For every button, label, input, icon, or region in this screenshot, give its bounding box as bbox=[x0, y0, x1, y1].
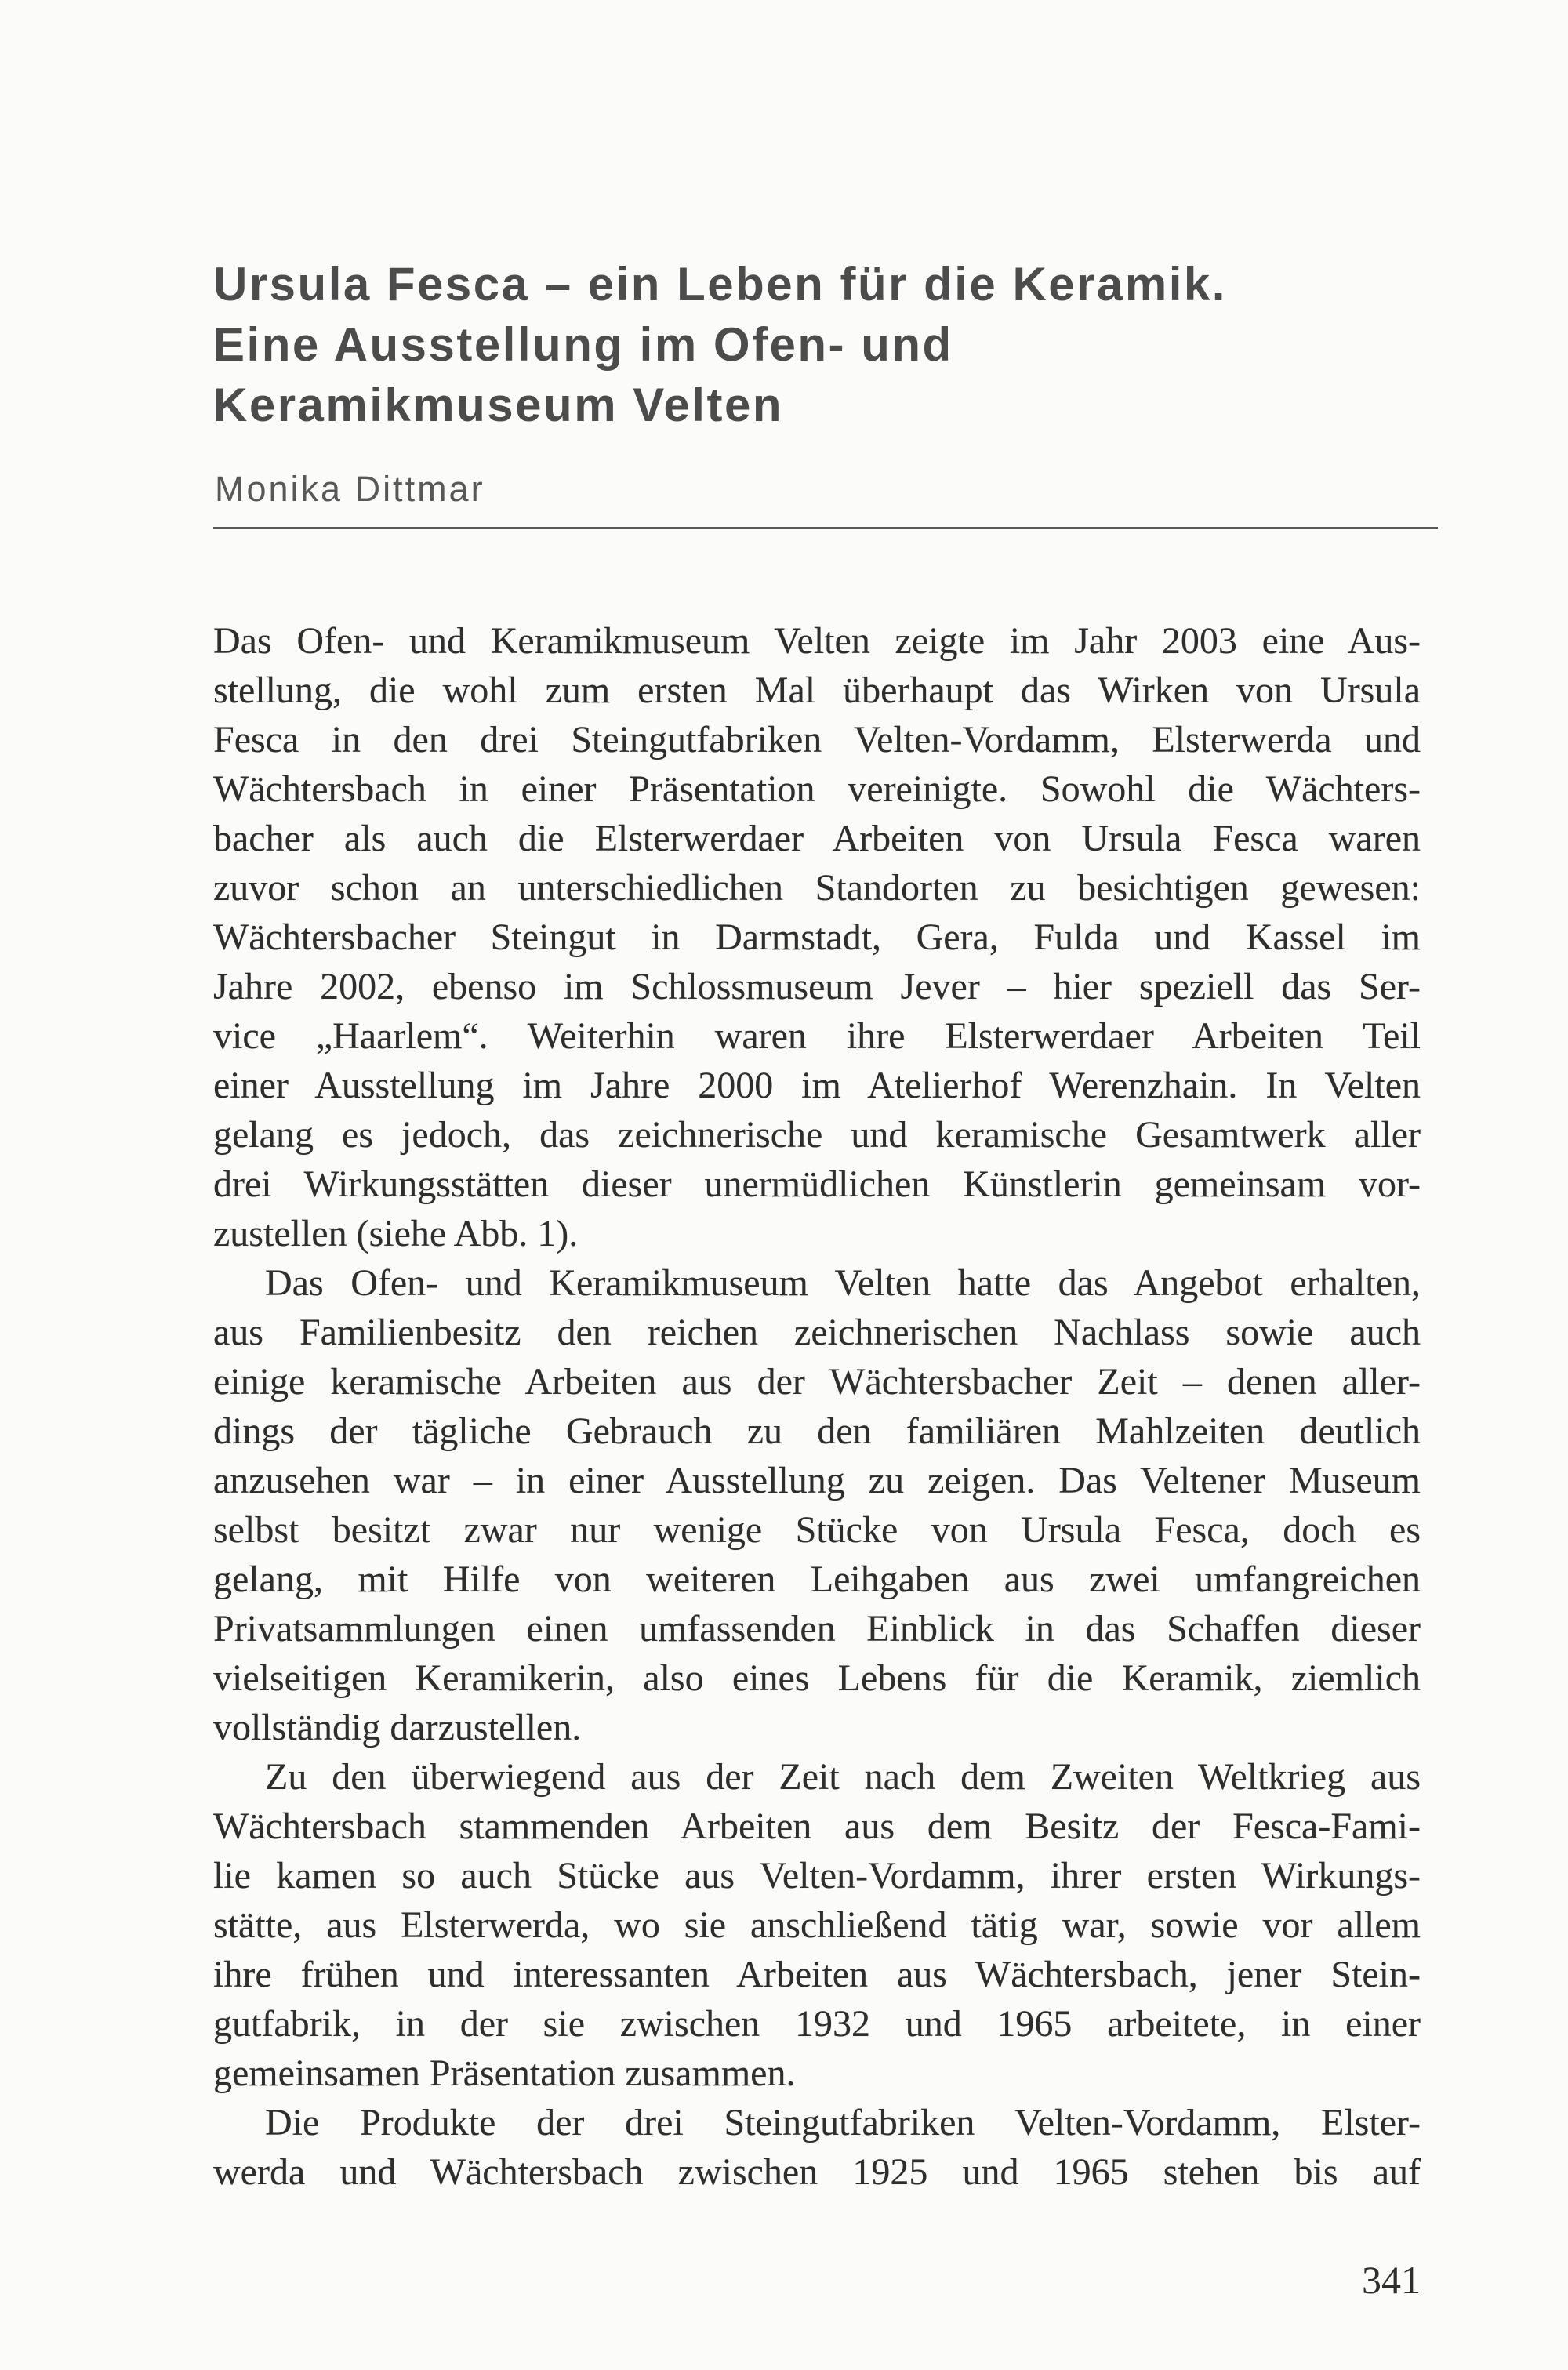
text-line: einige keramische Arbeiten aus der Wächtersbacher Zeit – denen aller- bbox=[213, 1361, 1421, 1403]
page-number: 341 bbox=[1362, 2258, 1421, 2302]
text-line: Jahre 2002, ebenso im Schlossmuseum Jever – hier speziell das Ser- bbox=[213, 966, 1421, 1007]
article-title bbox=[213, 254, 1483, 435]
text-line: Die Produkte der drei Steingutfabriken Velten-Vordamm, Elster- bbox=[265, 2102, 1421, 2143]
text-line: lie kamen so auch Stücke aus Velten-Vordamm, ihrer ersten Wirkungs- bbox=[213, 1855, 1421, 1896]
text-line: stellung, die wohl zum ersten Mal überhaupt das Wirken von Ursula bbox=[213, 670, 1421, 711]
text-line: aus Familienbesitz den reichen zeichnerischen Nachlass sowie auch bbox=[213, 1312, 1421, 1353]
text-line: selbst besitzt zwar nur wenige Stücke von Ursula Fesca, doch es bbox=[213, 1509, 1421, 1551]
text-line: gemeinsamen Präsentation zusammen. bbox=[213, 2052, 796, 2094]
text-line: Fesca in den drei Steingutfabriken Velten-Vordamm, Elsterwerda und bbox=[213, 719, 1421, 760]
text-line: bacher als auch die Elsterwerdaer Arbeiten von Ursula Fesca waren bbox=[213, 818, 1421, 859]
article-title-line-2: Eine Ausstellung im Ofen- und bbox=[213, 318, 953, 372]
text-line: drei Wirkungsstätten dieser unermüdlichen Künstlerin gemeinsam vor- bbox=[213, 1163, 1421, 1205]
text-line: gelang es jedoch, das zeichnerische und keramische Gesamtwerk aller bbox=[213, 1114, 1421, 1156]
text-line: Wächtersbach stammenden Arbeiten aus dem Besitz der Fesca-Fami- bbox=[213, 1806, 1421, 1847]
text-line: Zu den überwiegend aus der Zeit nach dem Zweiten Weltkrieg aus bbox=[265, 1756, 1421, 1798]
text-line: Wächtersbach in einer Präsentation vereinigte. Sowohl die Wächters- bbox=[213, 768, 1421, 810]
text-line: Wächtersbacher Steingut in Darmstadt, Gera, Fulda und Kassel im bbox=[213, 916, 1421, 958]
text-line: anzusehen war – in einer Ausstellung zu zeigen. Das Veltener Museum bbox=[213, 1460, 1421, 1501]
text-line: gelang, mit Hilfe von weiteren Leihgaben aus zwei umfangreichen bbox=[213, 1559, 1421, 1600]
text-line: stätte, aus Elsterwerda, wo sie anschließend tätig war, sowie vor allem bbox=[213, 1904, 1421, 1946]
text-line: ihre frühen und interessanten Arbeiten aus Wächtersbach, jener Stein- bbox=[213, 1954, 1421, 1995]
article-title-line-1: Ursula Fesca – ein Leben für die Keramik. bbox=[213, 258, 1227, 311]
text-line: dings der tägliche Gebrauch zu den familiären Mahlzeiten deutlich bbox=[213, 1410, 1421, 1452]
text-line: Privatsammlungen einen umfassenden Einblick in das Schaffen dieser bbox=[213, 1608, 1421, 1650]
text-line: vice „Haarlem“. Weiterhin waren ihre Elsterwerdaer Arbeiten Teil bbox=[213, 1015, 1421, 1057]
text-line: vollständig darzustellen. bbox=[213, 1707, 582, 1748]
text-line: vielseitigen Keramikerin, also eines Lebens für die Keramik, ziemlich bbox=[213, 1657, 1421, 1699]
text-line: werda und Wächtersbach zwischen 1925 und 1965 stehen bis auf bbox=[213, 2151, 1421, 2193]
text-line: zuvor schon an unterschiedlichen Standorten zu besichtigen gewesen: bbox=[213, 867, 1421, 909]
text-line: Das Ofen- und Keramikmuseum Velten hatte das Angebot erhalten, bbox=[265, 1262, 1421, 1304]
article-title-line-3: Keramikmuseum Velten bbox=[213, 379, 783, 432]
article-body bbox=[213, 616, 1421, 2197]
text-line: einer Ausstellung im Jahre 2000 im Atelierhof Werenzhain. In Velten bbox=[213, 1065, 1421, 1106]
author-name: Monika Dittmar bbox=[215, 469, 485, 509]
text-line: Das Ofen- und Keramikmuseum Velten zeigte im Jahr 2003 eine Aus- bbox=[213, 620, 1421, 662]
header-rule bbox=[213, 527, 1438, 529]
text-line: zustellen (siehe Abb. 1). bbox=[213, 1213, 579, 1254]
text-line: gutfabrik, in der sie zwischen 1932 und 1965 arbeitete, in einer bbox=[213, 2003, 1421, 2045]
